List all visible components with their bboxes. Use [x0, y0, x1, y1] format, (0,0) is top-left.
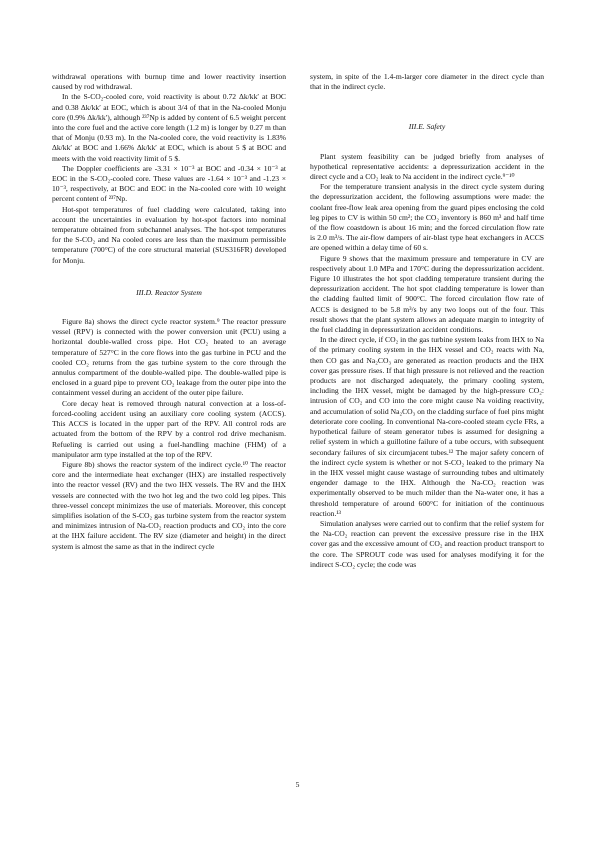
- section-heading: III.E. Safety: [408, 122, 446, 132]
- body-paragraph: Figure 8a) shows the direct cycle reactor system.⁹ The reactor pressure vessel (RPV) is connected with the power conversion unit (PCU) using a horizontal double-walled cross pipe. Hot CO₂ heated to an average temperature of 527°C in the core flows into the gas turbine in PCU and the cooled CO₂ returns from the gas turbine system to the core through the annulus compartment of the double-walled pipe. The double-walled pipe is enclosed in a guard pipe to prevent CO₂ leakage from the outer pipe into the containment vessel during an accident of the outer pipe failure.: [52, 317, 286, 398]
- body-paragraph: Figure 9 shows that the maximum pressure and temperature in CV are respectively about 1.0 MPa and 170°C during the depressurization accident. Figure 10 illustrates the hot spot cladding temperature transient during the depressurization accident. The hot spot cladding temperature is lower than the cladding faulted limit of 900°C. The forced circulation flow rate of ACCS is designed to be 5.8 m³/s by any two loops out of the four. This result shows that the plant system allows an adequate margin to integrity of the fuel cladding in depressurization accident conditions.: [310, 253, 544, 335]
- page-number: 5: [295, 780, 300, 789]
- body-paragraph: Simulation analyses were carried out to confirm that the relief system for the Na-CO₂ reaction can prevent the excessive pressure rise in the IHX cover gas and the excessive amount of CO₂ and reaction product transport to the core. The SPROUT code was used for analyses modifying it for the indirect S-CO₂ cycle; the code was: [310, 518, 544, 569]
- body-paragraph: In the direct cycle, if CO₂ in the gas turbine system leaks from IHX to Na of the primary cooling system in the IHX vessel and CO₂ reacts with Na, then CO gas and Na₂CO₃ are generated as reaction products and the IHX cover gas pressure rises. If that high pressure is not relieved and the reaction products are not discharged adequately, the primary cooling system, including the IHX vessel, might be damaged by the high-pressure CO₂: intrusion of CO₂ and CO into the core might cause Na voiding reactivity, and accumulation of solid Na₂CO₃ on the cladding surface of fuel pins might deteriorate core cooling. In conventional Na-core-cooled steam cycle FRs, a hypothetical failure of steam generator tubes is assumed for designing a relief system in which a guillotine failure of a tube occurs, with subsequent secondary failures of six circumjacent tubes.¹² The major safety concern of the indirect cycle system is whether or not S-CO₂ leaked to the primary Na in the IHX vessel might cause wastage of surrounding tubes and ultimately engender damage to the IHX. Although the Na-CO₂ reaction was experimentally observed to be much milder than the Na-water one, it has a threshold temperature of around 600°C for initiation of the continuous reaction.¹³: [310, 335, 544, 518]
- section-heading: III.D. Reactor System: [136, 287, 202, 297]
- body-paragraph: The Doppler coefficients are -3.31 × 10⁻³ at BOC and -0.34 × 10⁻³ at EOC in the S-CO₂-cooled core. These values are -1.64 × 10⁻³ and -1.23 × 10⁻³, respectively, at BOC and EOC in the Na-cooled core with 10 weight percent content of ²³⁷Np.: [52, 163, 286, 204]
- body-paragraph: Plant system feasibility can be judged briefly from analyses of hypothetical representative accidents: a depressurization accident in the direct cycle and a CO₂ leak to Na accident in the indirect cycle.⁹⁻¹⁰: [310, 151, 544, 182]
- body-paragraph: system, in spite of the 1.4-m-larger core diameter in the direct cycle than that in the indirect cycle.: [310, 72, 544, 92]
- body-paragraph: withdrawal operations with burnup time and lower reactivity insertion caused by rod withdrawal.: [52, 72, 286, 92]
- right-column: [310, 72, 544, 570]
- body-paragraph: Hot-spot temperatures of fuel cladding were calculated, taking into account the uncertainties in evaluation by hot-spot factors into nominal temperature obtained from subchannel analyses. The hot-spot temperatures for the S-CO₂ and Na cooled cores are less than the maximum permissible temperature (700°C) of the core structural material (SUS316FR) developed for Monju.: [52, 204, 286, 265]
- body-paragraph: Figure 8b) shows the reactor system of the indirect cycle.¹⁰ The reactor core and the intermediate heat exchanger (IHX) are installed respectively into the reactor vessel (RV) and the two IHX vessels. The RV and the IHX vessels are connected with the two hot leg and the two cold leg pipes. This three-vessel concept minimizes the use of materials. Moreover, this concept simplifies isolation of the S-CO₂ gas turbine system from the reactor system and minimizes intrusion of Na-CO₂ reaction products and CO₂ into the core at the IHX failure accident. The RV size (diameter and height) in the direct system is almost the same as that in the indirect cycle: [52, 459, 286, 551]
- left-column: [52, 72, 286, 552]
- body-paragraph: For the temperature transient analysis in the direct cycle system during the depressurization accident, the following assumptions were made: the coolant free-flow leak area opening from the guard pipes enclosing the cold leg pipes to CV is within 50 cm²; the CO₂ inventory is 860 m³ and half time of the flow coastdown is about 16 min; and the forced circulation flow rate is 2.0 m³/s. The air-flow dampers of air-blast type heat exchangers in ACCS are opened within a delay time of 60 s.: [310, 182, 544, 253]
- body-paragraph: In the S-CO₂-cooled core, void reactivity is about 0.72 Δk/kk′ at BOC and 0.38 Δk/kk′ at EOC, which is about 3/4 of that in the Na-cooled Monju core (0.9% Δk/kk′), although ²³⁷Np is added by content of 6.5 weight percent into the core fuel and the active core length (1.2 m) is longer by 0.27 m than that of Monju (0.93 m). In the Na-cooled core, the void reactivity is 1.83% Δk/kk′ at BOC and 1.66% Δk/kk′ at EOC, which is about 5 $ at BOC and meets with the void reactivity limit of 5 $.: [52, 92, 286, 163]
- body-paragraph: Core decay heat is removed through natural convection at a loss-of-forced-cooling accident using an auxiliary core cooling system (ACCS). This ACCS is located in the upper part of the RPV. All control rods are actuated from the bottom of the RPV by a control rod drive mechanism. Refueling is carried out using a fuel-handling machine (FHM) of a manipulator arm type installed at the top of the RPV.: [52, 398, 286, 459]
